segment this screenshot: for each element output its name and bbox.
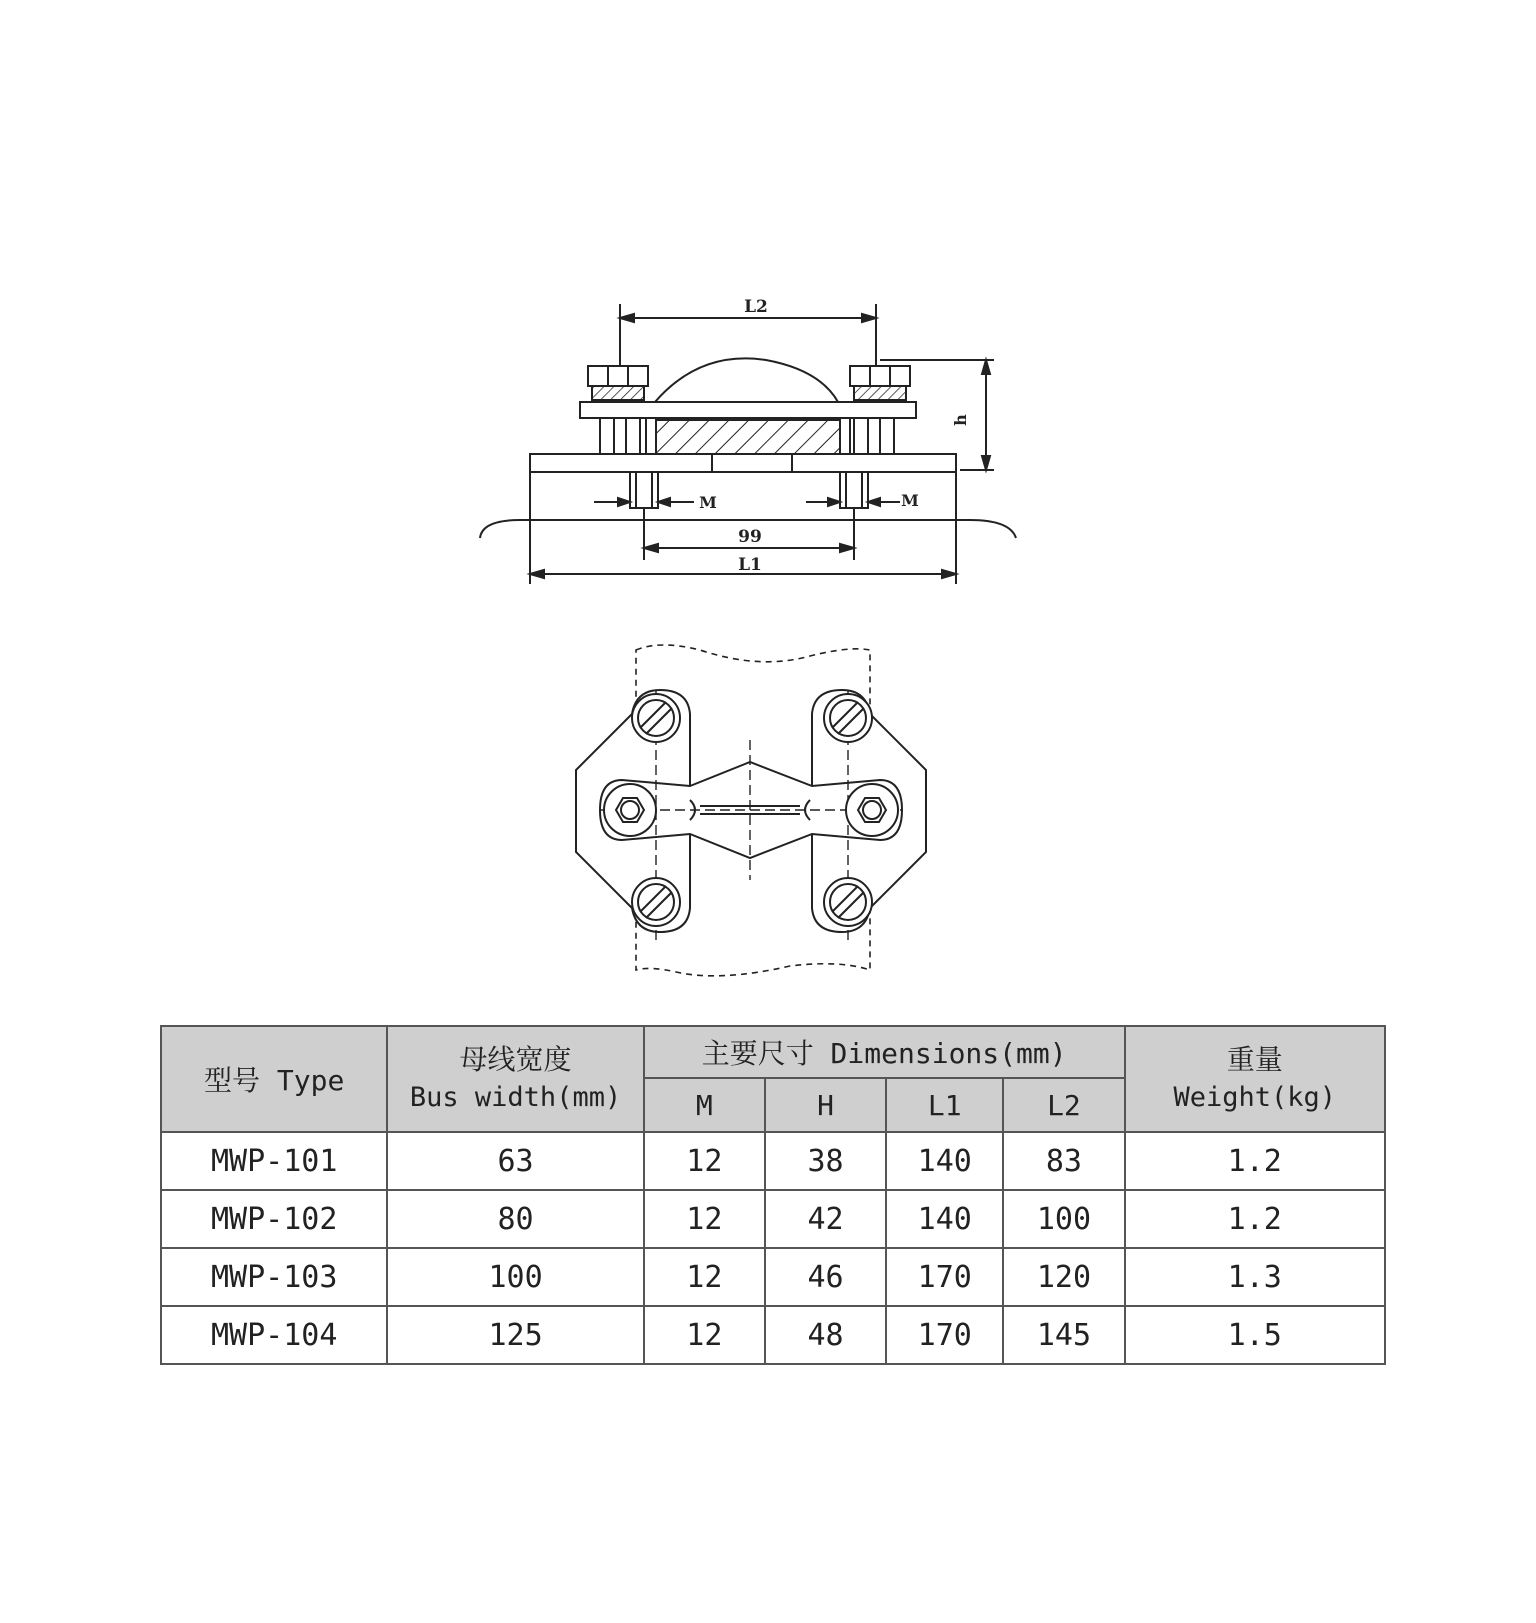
cell-h: 38: [765, 1132, 886, 1190]
cell-type: MWP-103: [161, 1248, 387, 1306]
screw-top-left: [632, 694, 680, 742]
header-bus-width: [387, 1026, 643, 1132]
table-row: [161, 1306, 1385, 1364]
cell-l2: 145: [1003, 1306, 1124, 1364]
label-l1: L1: [738, 555, 762, 575]
label-m-left: M: [699, 493, 717, 512]
cell-l2: 120: [1003, 1248, 1124, 1306]
cell-type: MWP-104: [161, 1306, 387, 1364]
header-weight: [1125, 1026, 1385, 1132]
cell-l2: 100: [1003, 1190, 1124, 1248]
top-view: [576, 645, 926, 976]
cell-h: 48: [765, 1306, 886, 1364]
table-row: [161, 1248, 1385, 1306]
hex-nut-left: [604, 784, 656, 836]
header-weight-cn: 重量: [1226, 1043, 1283, 1076]
cell-l1: 140: [886, 1190, 1003, 1248]
cell-bus-width: 63: [387, 1132, 643, 1190]
cell-m: 12: [644, 1132, 765, 1190]
cell-weight: 1.2: [1125, 1190, 1385, 1248]
table-row: [161, 1132, 1385, 1190]
label-l2: L2: [744, 297, 768, 317]
header-bus-width-cn: 母线宽度: [459, 1043, 572, 1076]
cell-type: MWP-102: [161, 1190, 387, 1248]
screw-bottom-left: [632, 878, 680, 926]
label-spacing: 99: [738, 527, 762, 547]
cell-bus-width: 80: [387, 1190, 643, 1248]
header-dim-m: M: [644, 1078, 765, 1132]
screw-bottom-right: [824, 878, 872, 926]
cell-l1: 170: [886, 1306, 1003, 1364]
cell-h: 46: [765, 1248, 886, 1306]
hex-nut-right: [846, 784, 898, 836]
header-weight-en: Weight(kg): [1173, 1082, 1337, 1113]
cell-bus-width: 100: [387, 1248, 643, 1306]
cell-m: 12: [644, 1190, 765, 1248]
header-dim-l2: L2: [1003, 1078, 1124, 1132]
header-dimensions: 主要尺寸 Dimensions(mm): [644, 1026, 1125, 1078]
label-m-right: M: [901, 491, 919, 510]
cell-l2: 83: [1003, 1132, 1124, 1190]
screw-top-right: [824, 694, 872, 742]
header-bus-width-en: Bus width(mm): [409, 1082, 622, 1113]
cell-weight: 1.2: [1125, 1132, 1385, 1190]
cell-weight: 1.3: [1125, 1248, 1385, 1306]
specification-table: [160, 1025, 1386, 1365]
label-h: h: [951, 414, 970, 426]
cell-type: MWP-101: [161, 1132, 387, 1190]
cell-m: 12: [644, 1306, 765, 1364]
header-dim-l1: L1: [886, 1078, 1003, 1132]
cell-l1: 140: [886, 1132, 1003, 1190]
cell-h: 42: [765, 1190, 886, 1248]
table-row: [161, 1190, 1385, 1248]
cell-bus-width: 125: [387, 1306, 643, 1364]
cell-weight: 1.5: [1125, 1306, 1385, 1364]
header-dim-h: H: [765, 1078, 886, 1132]
cell-m: 12: [644, 1248, 765, 1306]
header-type: 型号 Type: [161, 1026, 387, 1132]
cell-l1: 170: [886, 1248, 1003, 1306]
